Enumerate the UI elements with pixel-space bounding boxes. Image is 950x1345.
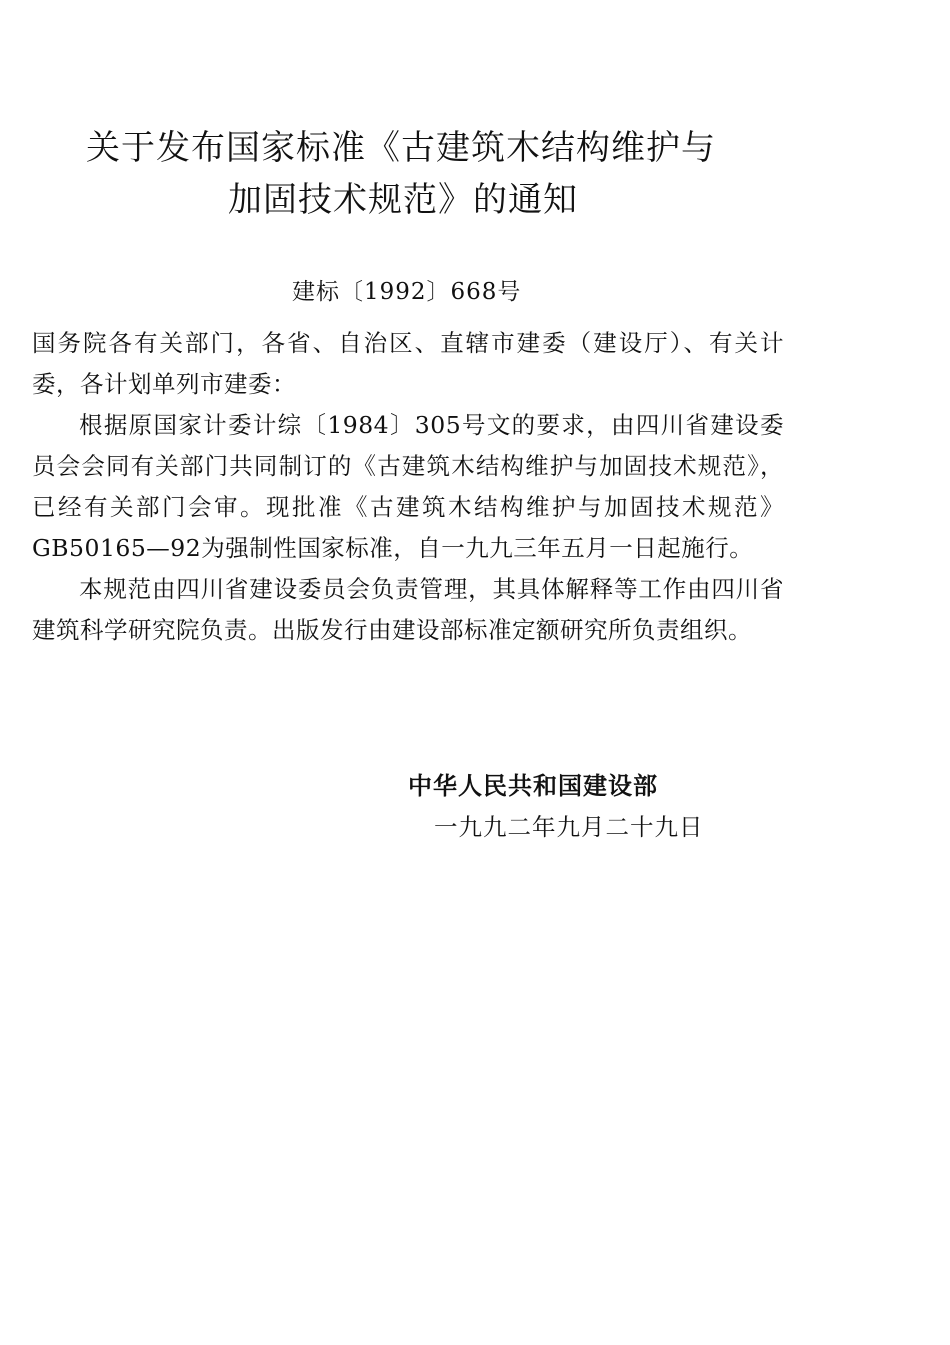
document-body [32, 323, 784, 651]
document-title-line-1: 关于发布国家标准《古建筑木结构维护与 [86, 128, 716, 168]
signature-organization: 中华人民共和国建设部 [408, 771, 658, 800]
body-paragraph-2: 本规范由四川省建设委员会负责管理，其具体解释等工作由四川省建筑科学研究院负责。出版发行由建设部标准定额研究所负责组织。 [32, 575, 784, 644]
signature-date: 一九九二年九月二十九日 [434, 813, 704, 841]
document-number: 建标〔1992〕668号 [292, 279, 522, 305]
document-title-line-2: 加固技术规范》的通知 [228, 180, 578, 220]
addressee: 国务院各有关部门，各省、自治区、直辖市建委（建设厅）、有关计委，各计划单列市建委： [32, 329, 784, 398]
body-paragraph-1: 根据原国家计委计综〔1984〕305号文的要求，由四川省建设委员会会同有关部门共同制订的《古建筑木结构维护与加固技术规范》，已经有关部门会审。现批准《古建筑木结构维护与加固技术规范》GB50165—92为强制性国家标准，自一九九三年五月一日起施行。 [32, 411, 784, 562]
